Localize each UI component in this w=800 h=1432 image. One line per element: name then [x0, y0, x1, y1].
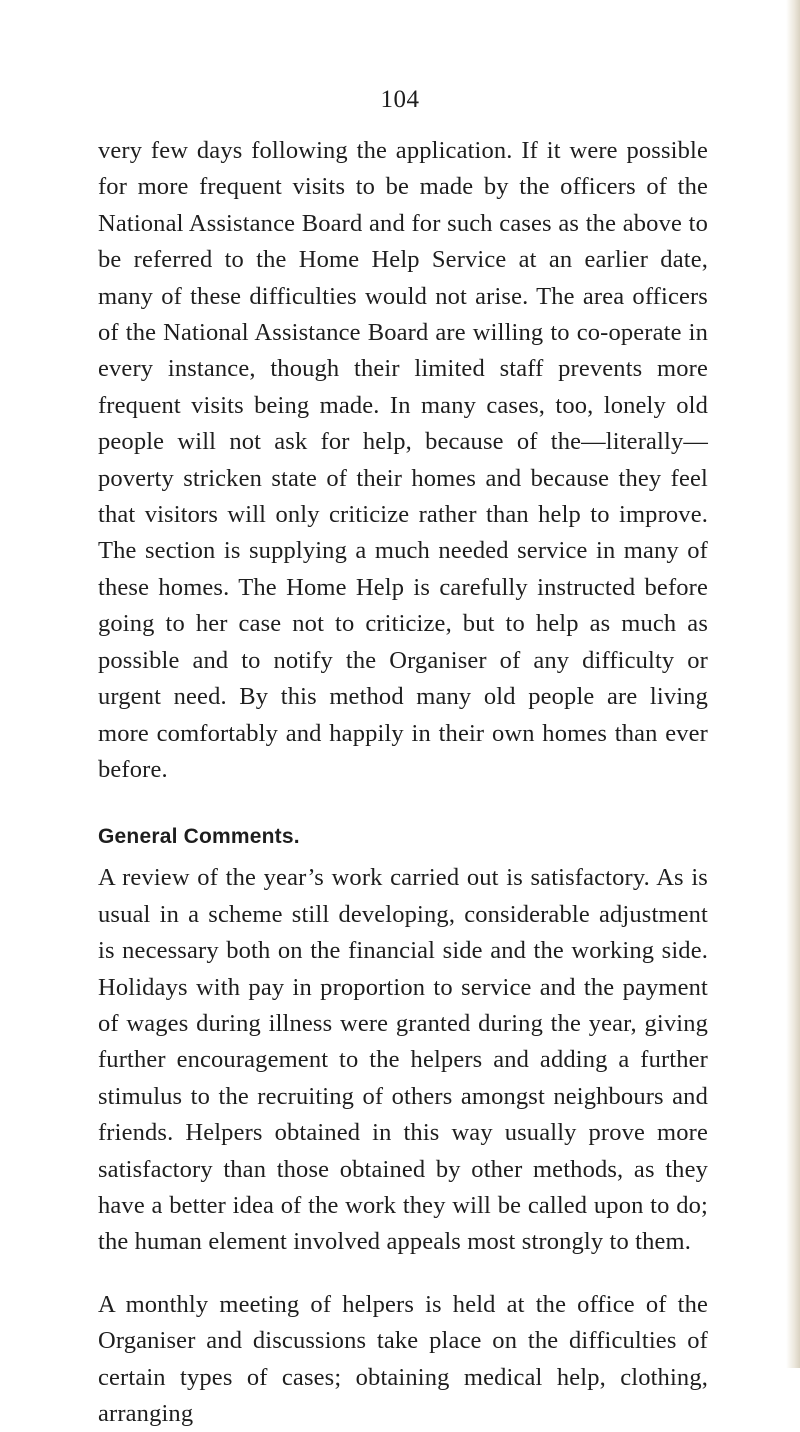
paragraph-review: A review of the year’s work carried out is satisfactory. As is usual in a scheme still developing, considerable adjustment is necessary both on the financial side and the working side. Holidays with pay in proportion to service and the payment of wages during illness were granted during the year, giving further encouragement to the helpers and adding a further stimulus to the recruiting of others amongst neighbours and friends. Helpers obtained in this way usually prove more satisfactory than those obtained by other methods, as they have a better idea of the work they will be called upon to do; the human element involved appeals most strongly to them. — [98, 864, 708, 1256]
document-body — [98, 133, 708, 1432]
paragraph-continuation: very few days following the application. If it were possible for more frequent visits to be made by the officers of the National Assistance Board and for such cases as the above to be referred to the Home Help Service at an earlier date, many of these difficulties would not arise. The area officers of the National Assistance Board are willing to co-operate in every instance, though their limited staff prevents more frequent visits being made. In many cases, too, lonely old people will not ask for help, because of the—literally—poverty stricken state of their homes and because they feel that visitors will only criticize rather than help to improve. The section is supplying a much needed service in many of these homes. The Home Help is carefully instructed before going to her case not to criticize, but to help as much as possible and to notify the Organiser of any difficulty or urgent need. By this method many old people are living more comfortably and happily in their own homes than ever before. — [98, 137, 708, 783]
section-heading-general-comments: General Comments. — [98, 825, 300, 849]
paragraph-monthly-meeting: A monthly meeting of helpers is held at the office of the Organiser and discussions take place on the difficulties of certain types of cases; obtaining medical help, clothing, arranging — [98, 1290, 708, 1427]
page-number: 104 — [380, 86, 420, 113]
page-edge — [786, 0, 800, 1368]
